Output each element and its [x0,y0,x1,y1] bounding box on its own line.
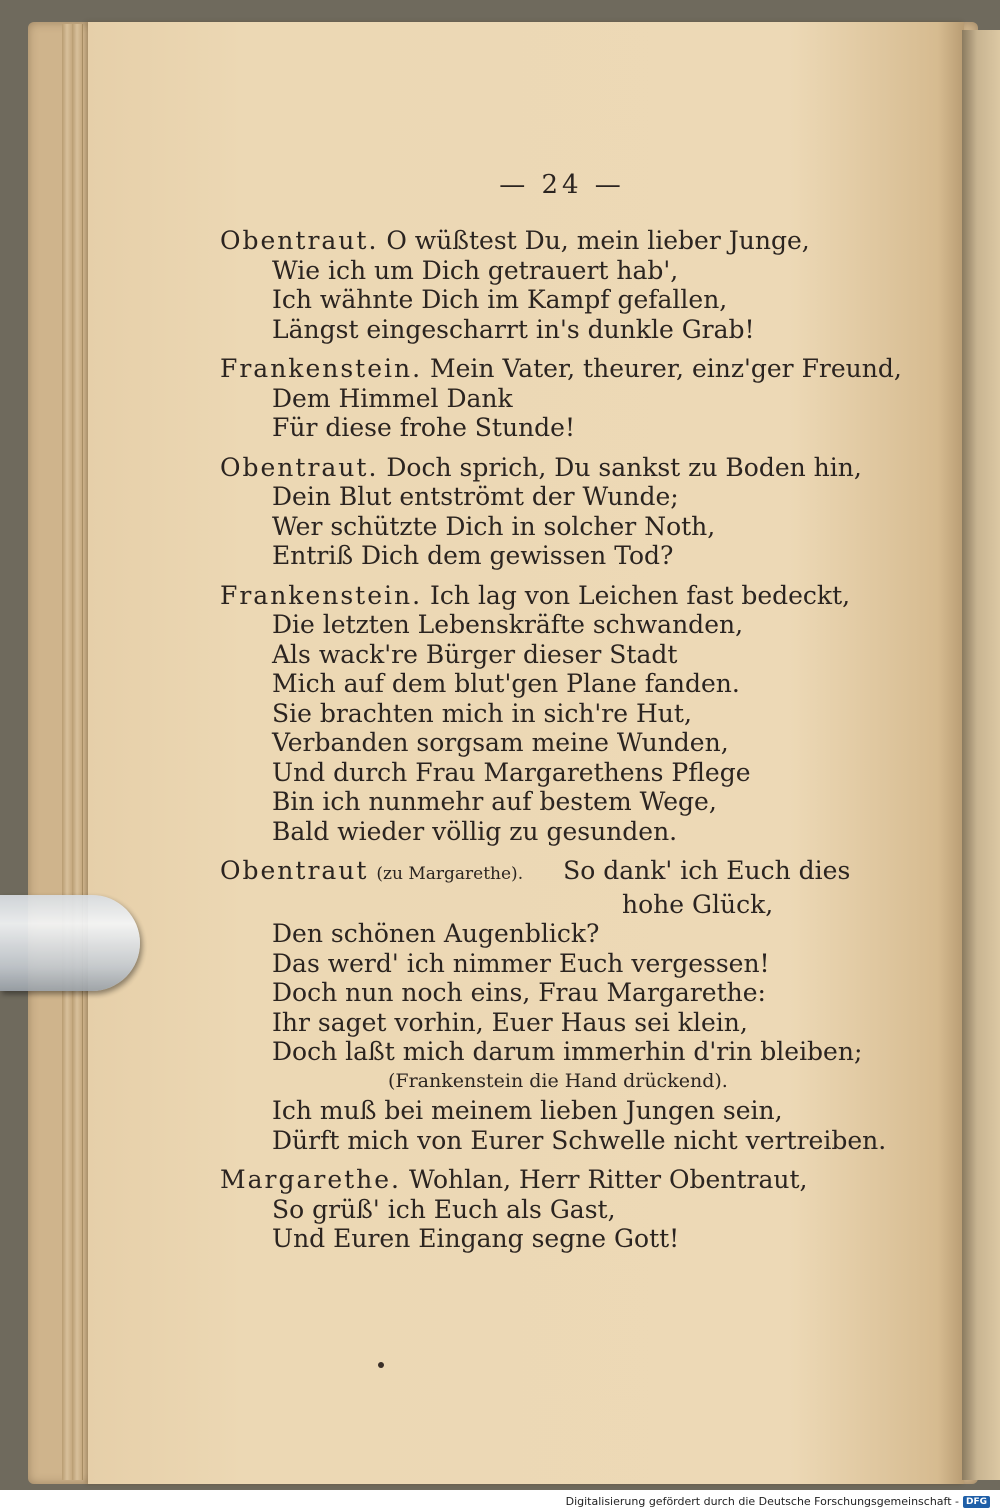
digitization-footer [566,1495,990,1508]
verse-line: Bald wieder völlig zu gesunden. [272,816,678,846]
page-holder-clip [0,895,140,991]
dfg-logo-icon: DFG [963,1496,990,1508]
play-text [220,226,920,1264]
verse-line: Mich auf dem blut'gen Plane fanden. [272,669,740,698]
speech-block [220,226,920,344]
verse-line: Doch sprich, Du sankst zu Boden hin, [386,452,862,482]
page-edge [72,24,83,1480]
verse-line: Bin ich nunmehr auf bestem Wege, [272,787,717,816]
verse-line: Ihr saget vorhin, Euer Haus sei klein, [272,1007,748,1037]
verse-line: Verbanden sorgsam meine Wunden, [272,728,729,757]
verse-line: Entriß Dich dem gewissen Tod? [272,541,674,570]
footer-text: Digitalisierung gefördert durch die Deutsche Forschungsgemeinschaft - [565,1495,959,1508]
speaker-name: Obentraut. [220,226,379,255]
verse-line: Dem Himmel Dank [272,383,513,413]
verse-line: Wie ich um Dich getrauert hab', [272,255,679,285]
verse-line: Für diese frohe Stunde! [272,413,576,442]
speaker-name: Frankenstein. [220,580,423,610]
speaker-name: Frankenstein. [220,354,423,383]
verse-line: hohe Glück, [622,889,774,919]
verse-line: Doch laßt mich darum immerhin d'rin bleiben; [272,1037,863,1066]
verse-line: Ich muß bei meinem lieben Jungen sein, [272,1096,783,1125]
speaker-name: Obentraut [220,856,369,885]
verse-line: Ich wähnte Dich im Kampf gefallen, [272,285,728,314]
speech-block [220,453,920,571]
speech-block [220,354,920,443]
verse-line: O wüßtest Du, mein lieber Junge, [386,226,810,255]
verse-line: Und Euren Eingang segne Gott! [272,1224,680,1253]
stage-direction: (Frankenstein die Hand drückend). [388,1069,728,1092]
verse-line: Das werd' ich nimmer Euch vergessen! [272,948,770,978]
speech-block [220,856,920,1155]
verse-line: Doch nun noch eins, Frau Margarethe: [272,978,766,1007]
verse-line: Wohlan, Herr Ritter Obentraut, [408,1165,808,1194]
verse-line: Dein Blut entströmt der Wunde; [272,482,679,511]
speaker-name: Obentraut. [220,452,379,482]
verse-line: So dank' ich Euch dies [563,856,851,885]
verse-line: Dürft mich von Eurer Schwelle nicht vertreiben. [272,1125,887,1155]
verse-line: Sie brachten mich in sich're Hut, [272,698,692,728]
verse-line: Mein Vater, theurer, einz'ger Freund, [430,354,902,383]
verse-line: Ich lag von Leichen fast bedeckt, [430,580,851,610]
stage-direction: (zu Margarethe). [376,864,524,884]
verse-line: Den schönen Augenblick? [272,919,600,948]
verse-line: Die letzten Lebenskräfte schwanden, [272,610,744,639]
speaker-name: Margarethe. [220,1165,401,1194]
facing-page-edge [962,30,1000,1480]
verse-line: Als wack're Bürger dieser Stadt [272,639,678,669]
verse-line: Wer schützte Dich in solcher Noth, [272,511,716,541]
ink-dot [378,1362,384,1368]
page-number: — 24 — [499,170,625,200]
speech-block [220,1165,920,1254]
verse-line: Und durch Frau Margarethens Pflege [272,757,751,787]
speech-block [220,581,920,847]
verse-line: Längst eingescharrt in's dunkle Grab! [272,314,755,344]
verse-line: So grüß' ich Euch als Gast, [272,1194,616,1224]
